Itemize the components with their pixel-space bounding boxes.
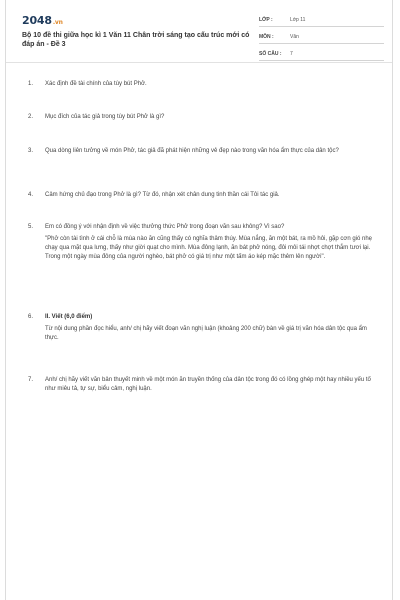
question-text: Cảm hứng chủ đạo trong Phở là gì? Từ đó, nhận xét chân dung tinh thần cái Tôi tác giả. [45,192,280,198]
meta-key: MÔN : [259,34,274,40]
document-title: Bộ 10 đề thi giữa học kì 1 Văn 11 Chân trời sáng tạo cấu trúc mới có đáp án - Đề 3 [22,32,250,48]
question-text: Mục đích của tác giả trong tùy bút Phở là gì? [45,114,165,120]
question-text: Anh/ chị hãy viết văn bản thuyết minh về một món ăn truyền thống của dân tộc trong đó có lồng ghép một hay nhiều yếu tố như miêu tả, tự sự, biểu cảm, nghị luận. [45,377,371,392]
meta-row-class [259,14,384,27]
question-number: 2. [28,114,34,120]
question-number: 3. [28,148,34,154]
meta-value: Lớp 11 [290,17,306,23]
question-text: Xác định đề tài chính của tùy bút Phở. [45,81,147,87]
meta-key: LỚP : [259,17,273,23]
logo-suffix: .vn [52,19,63,26]
site-logo[interactable] [22,14,63,27]
document-header [6,0,392,63]
meta-value: 7 [290,51,293,57]
logo-text: 2048 [22,14,52,27]
document-meta [259,14,384,65]
question-number: 4. [28,192,34,198]
meta-row-subject [259,31,384,44]
section-heading: II. Viết (6,0 điểm) [45,314,93,320]
document-page [5,0,393,600]
question-text: Qua dòng liên tưởng về món Phở, tác giả đã phát hiện những vẻ đẹp nào trong văn hóa ẩm thực của dân tộc? [45,148,339,154]
question-number: 1. [28,81,34,87]
meta-key: SỐ CÂU : [259,51,282,57]
meta-row-count [259,48,384,61]
meta-value: Văn [290,34,299,40]
question-text: Từ nội dung phần đọc hiểu, anh/ chị hãy viết đoạn văn nghị luận (khoảng 200 chữ) bàn về giá trị văn hóa dân tộc qua ẩm thực. [45,326,367,341]
question-number: 6. [28,314,34,320]
question-text: Em có đồng ý với nhận định về việc thưởng thức Phở trong đoạn văn sau không? Vì sao? [45,224,285,230]
question-quote: "Phở còn tài tình ở cái chỗ là mùa nào ăn cũng thấy có nghĩa thâm thúy. Mùa nắng, ăn một bát, ra mồ hôi, gặp cơn gió nhẹ chạy qua mặt qua lưng, thấy như giời quạt cho mình. Mùa đông lạnh, ăn bát phở nóng, đôi môi tái nhợt chợt thắm tươi lại. Trong một ngày mùa đông của người nghèo, bát phở có giá trị như một tấm áo kép mặc thêm lên người". [45,236,373,260]
question-number: 7. [28,377,34,383]
question-number: 5. [28,224,34,230]
